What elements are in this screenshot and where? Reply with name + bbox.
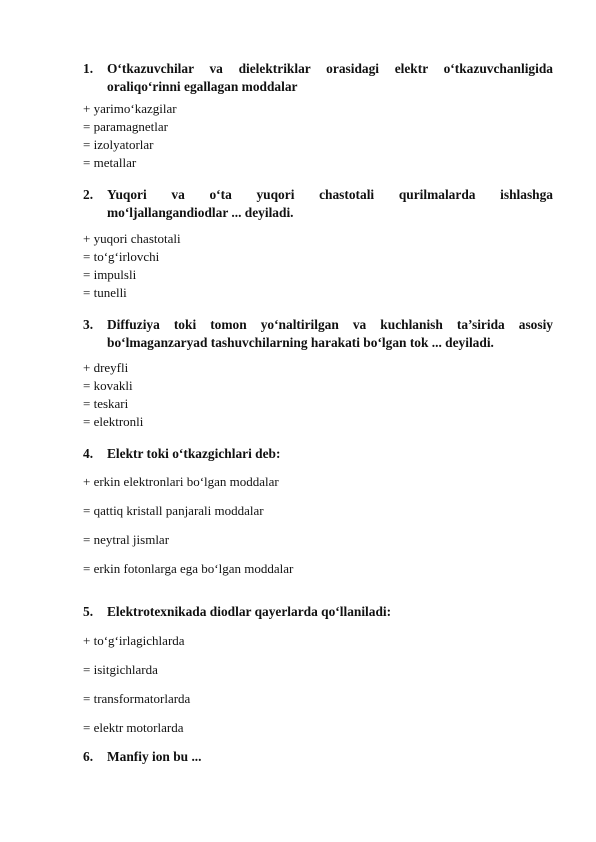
question-4 [83, 445, 553, 463]
answer-option: = isitgichlarda [83, 662, 158, 677]
answer-option: = impulsli [83, 267, 137, 282]
question-number: 5. [83, 604, 94, 619]
answer-option: = paramagnetlar [83, 119, 168, 134]
question-number: 6. [83, 749, 94, 764]
question-text-line-1: Yuqori va o‘ta yuqori chastotali qurilmalarda ishlashga [107, 187, 553, 202]
question-text-line-2: mo‘ljallangandiodlar ... deyiladi. [107, 205, 294, 220]
question-number: 2. [83, 187, 94, 202]
answer-option: = elektronli [83, 414, 144, 429]
question-text: Manfiy ion bu ... [107, 749, 202, 764]
answer-option-correct: + yarimo‘kazgilar [83, 101, 177, 116]
question-number: 1. [83, 61, 94, 76]
question-text-line-1: O‘tkazuvchilar va dielektriklar orasidagi elektr o‘tkazuvchanligida [107, 61, 553, 76]
answer-option-correct: + yuqori chastotali [83, 231, 181, 246]
answer-option-correct: + dreyfli [83, 360, 129, 375]
answer-option: = qattiq kristall panjarali moddalar [83, 503, 264, 518]
answer-option: = izolyatorlar [83, 137, 154, 152]
question-6 [83, 748, 553, 766]
answer-option: = teskari [83, 396, 129, 411]
question-2 [83, 186, 553, 222]
answer-option: = neytral jismlar [83, 532, 170, 547]
answer-option: = metallar [83, 155, 137, 170]
answer-option-correct: + to‘g‘irlagichlarda [83, 633, 185, 648]
answer-option: = kovakli [83, 378, 133, 393]
question-text-line-2: bo‘lmaganzaryad tashuvchilarning harakati bo‘lgan tok ... deyiladi. [107, 335, 494, 350]
question-text: Elektrotexnikada diodlar qayerlarda qo‘llaniladi: [107, 604, 392, 619]
question-5 [83, 603, 553, 621]
question-text-line-1: Diffuziya toki tomon yo‘naltirilgan va kuchlanish ta’sirida asosiy [107, 317, 553, 332]
answer-option: = tunelli [83, 285, 127, 300]
answer-option: = elektr motorlarda [83, 720, 184, 735]
answer-option: = erkin fotonlarga ega bo‘lgan moddalar [83, 561, 294, 576]
answer-option: = transformatorlarda [83, 691, 191, 706]
question-1 [83, 60, 553, 96]
question-text: Elektr toki o‘tkazgichlari deb: [107, 446, 281, 461]
question-3 [83, 316, 553, 352]
question-number: 4. [83, 446, 94, 461]
answer-option: = to‘g‘irlovchi [83, 249, 160, 264]
answer-option-correct: + erkin elektronlari bo‘lgan moddalar [83, 474, 279, 489]
question-number: 3. [83, 317, 94, 332]
question-text-line-2: oraliqo‘rinni egallagan moddalar [107, 79, 298, 94]
